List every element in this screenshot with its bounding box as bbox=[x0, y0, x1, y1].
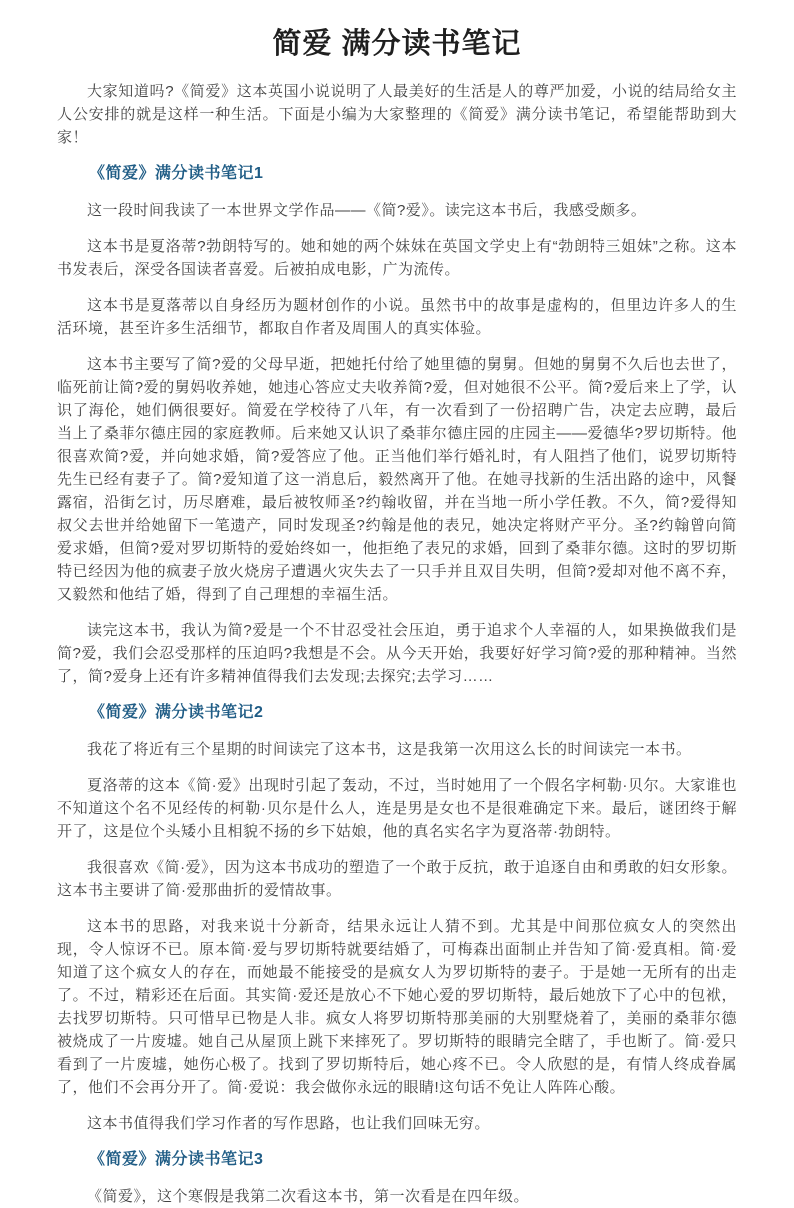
section-heading: 《简爱》满分读书笔记2 bbox=[89, 704, 264, 721]
body-paragraph: 这本书的思路，对我来说十分新奇，结果永远让人猜不到。尤其是中间那位疯女人的突然出现，令人惊讶不已。原本简·爱与罗切斯特就要结婚了，可梅森出面制止并告知了简·爱真相。简·爱知道了这个疯女人的存在，而她最不能接受的是疯女人为罗切斯特的妻子。于是她一无所有的出走了。不过，精彩还在后面。其实简·爱还是放心不下她心爱的罗切斯特，最后她放下了心中的包袱，去找罗切斯特。只可惜早已物是人非。疯女人将罗切斯特那美丽的大别墅烧着了，美丽的桑菲尔德被烧成了一片废墟。她自己从屋顶上跳下来摔死了。罗切斯特的眼睛完全瞎了，手也断了。简·爱只看到了一片废墟，她伤心极了。找到了罗切斯特后，她心疼不已。令人欣慰的是，有情人终成眷属了，他们不会再分开了。简·爱说：我会做你永远的眼睛!这句话不免让人阵阵心酸。 bbox=[57, 918, 737, 1096]
page-title: 简爱 满分读书笔记 bbox=[272, 28, 522, 60]
document-body bbox=[57, 80, 737, 1208]
body-paragraph: 夏洛蒂的这本《简·爱》出现时引起了轰动，不过，当时她用了一个假名字柯勒·贝尔。大家谁也不知道这个名不见经传的柯勒·贝尔是什么人，连是男是女也不是很难确定下来。最后，谜团终于解开了，这是位个头矮小且相貌不扬的乡下姑娘，他的真名实名字为夏洛蒂·勃朗特。 bbox=[57, 777, 737, 840]
body-paragraph: 这本书值得我们学习作者的写作思路，也让我们回味无穷。 bbox=[87, 1115, 491, 1132]
body-paragraph: 我很喜欢《简·爱》，因为这本书成功的塑造了一个敢于反抗，敢于追逐自由和勇敢的妇女形象。这本书主要讲了简·爱那曲折的爱情故事。 bbox=[57, 859, 737, 899]
body-paragraph: 这本书主要写了简?爱的父母早逝，把她托付给了她里德的舅舅。但她的舅舅不久后也去世了，临死前让简?爱的舅妈收养她，她违心答应丈夫收养简?爱，但对她很不公平。简?爱后来上了学，认识了海伦，她们俩很要好。简爱在学校待了八年，有一次看到了一份招聘广告，决定去应聘，最后当上了桑菲尔德庄园的家庭教师。后来她又认识了桑菲尔德庄园的庄园主——爱德华?罗切斯特。他很喜欢简?爱，并向她求婚，简?爱答应了他。正当他们举行婚礼时，有人阻挡了他们，说罗切斯特先生已经有妻子了。简?爱知道了这一消息后，毅然离开了他。在她寻找新的生活出路的途中，风餐露宿，沿街乞讨，历尽磨难，最后被牧师圣?约翰收留，并在当地一所小学任教。不久，简?爱得知叔父去世并给她留下一笔遗产，同时发现圣?约翰是他的表兄，她决定将财产平分。圣?约翰曾向简爱求婚，但简?爱对罗切斯特的爱始终如一，他拒绝了表兄的求婚，回到了桑菲尔德。这时的罗切斯特已经因为他的疯妻子放火烧房子遭遇火灾失去了一只手并且双目失明，但简?爱却对他不离不弃，又毅然和他结了婚，得到了自己理想的幸福生活。 bbox=[57, 356, 737, 603]
body-paragraph: 大家知道吗?《简爱》这本英国小说说明了人最美好的生活是人的尊严加爱，小说的结局给女主人公安排的就是这样一种生活。下面是小编为大家整理的《简爱》满分读书笔记，希望能帮助到大家！ bbox=[57, 83, 737, 146]
body-paragraph: 我花了将近有三个星期的时间读完了这本书，这是我第一次用这么长的时间读完一本书。 bbox=[87, 741, 692, 758]
body-paragraph: 这本书是夏洛蒂?勃朗特写的。她和她的两个妹妹在英国文学史上有“勃朗特三姐妹”之称。这本书发表后，深受各国读者喜爱。后被拍成电影，广为流传。 bbox=[57, 238, 737, 278]
body-paragraph: 这本书是夏落蒂以自身经历为题材创作的小说。虽然书中的故事是虚构的，但里边许多人的生活环境，甚至许多生活细节，都取自作者及周围人的真实体验。 bbox=[57, 297, 737, 337]
body-paragraph: 这一段时间我读了一本世界文学作品——《简?爱》。读完这本书后，我感受颇多。 bbox=[87, 202, 647, 219]
section-heading: 《简爱》满分读书笔记3 bbox=[89, 1151, 264, 1168]
section-heading: 《简爱》满分读书笔记1 bbox=[89, 165, 264, 182]
body-paragraph: 《简爱》，这个寒假是我第二次看这本书，第一次看是在四年级。 bbox=[87, 1188, 530, 1205]
body-paragraph: 读完这本书，我认为简?爱是一个不甘忍受社会压迫，勇于追求个人幸福的人，如果换做我们是简?爱，我们会忍受那样的压迫吗?我想是不会。从今天开始，我要好好学习简?爱的那种精神。当然了，简?爱身上还有许多精神值得我们去发现;去探究;去学习…… bbox=[57, 622, 737, 685]
